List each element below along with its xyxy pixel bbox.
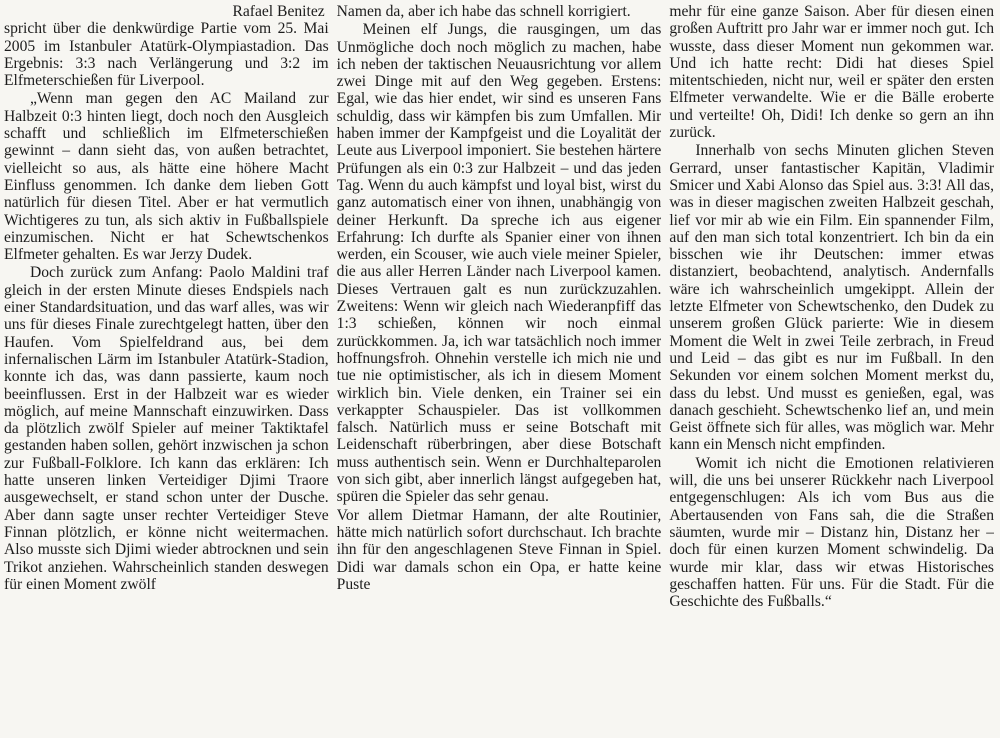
article-paragraph: Doch zurück zum Anfang: Paolo Maldini traf gleich in der ersten Minute dieses Endspiels nach einer Standardsituation, und das warf alles, was wir uns für dieses Finale zurechtgelegt hatten, über den Haufen. Vom Spielfeldrand aus, bei dem infernalischen Lärm im Istanbuler Atatürk-Stadion, konnte ich das, was dann passierte, kaum noch beeinflussen. Erst in der Halbzeit war es wieder möglich, auf meine Mannschaft einzuwirken. Dass da plötzlich zwölf Spieler auf meiner Taktiktafel gestanden haben sollen, gehört inzwischen ja schon zur Fußball-Folklore. Ich kann das erklären: Ich hatte unseren linken Verteidiger Djimi Traore ausgewechselt, er stand schon unter der Dusche. Aber dann sagte unser rechter Verteidiger Steve Finnan plötzlich, er könne nicht weitermachen. Also musste sich Djimi wieder abtrocknen und sein Trikot anziehen. Wahrscheinlich standen deswegen für einen Moment zwölf bbox=[4, 264, 329, 593]
article-paragraph: „Wenn man gegen den AC Mailand zur Halbzeit 0:3 hinten liegt, doch noch den Ausgleich schafft und schließlich im Elfmeterschießen gewinnt – dann sieht das, von außen betrachtet, vielleicht so aus, als hätte eine höhere Macht Einfluss genommen. Ich danke dem lieben Gott natürlich für diesen Titel. Aber er hat vermutlich Wichtigeres zu tun, als sich aktiv in Fußballspiele einzumischen. Nicht er hat Schewtschenkos Elfmeter gehalten. Es war Jerzy Dudek. bbox=[4, 90, 329, 264]
intro-paragraph: spricht über die denkwürdige Partie vom 25. Mai 2005 im Istanbuler Atatürk-Olympiastadion. Das Ergebnis: 3:3 nach Verlängerung und 3:2 im Elfmeterschießen für Liverpool. bbox=[4, 20, 329, 90]
article-paragraph: mehr für eine ganze Saison. Aber für diesen einen großen Auftritt pro Jahr war er immer noch gut. Ich wusste, dass dieser Moment nun gekommen war. Und ich hatte recht: Didi hat dieses Spiel mitentschieden, nicht nur, weil er später den ersten Elfmeter verwandelte. Wie er die Bälle eroberte und verteilte! Oh, Didi! Ich denke so gern an ihn zurück. bbox=[669, 3, 995, 142]
article-column-3 bbox=[669, 3, 994, 738]
article-column-2 bbox=[337, 3, 662, 738]
author-byline: Rafael Benitez bbox=[232, 3, 325, 20]
article-paragraph: Meinen elf Jungs, die rausgingen, um das Unmögliche doch noch möglich zu machen, habe ich neben der taktischen Neuausrichtung vor allem zwei Dinge mit auf den Weg gegeben. Erstens: Egal, wie das hier endet, wir sind es unseren Fans schuldig, dass wir kämpfen bis zum Umfallen. Mir haben immer der Kampfgeist und die Loyalität der Leute aus Liverpool imponiert. Sie bestehen härtere Prüfungen als ein 0:3 zur Halbzeit – und das jeden Tag. Wenn du auch kämpfst und loyal bist, wirst du ganz automatisch einer von ihnen, unabhängig von deiner Herkunft. Da spreche ich aus eigener Erfahrung: Ich durfte als Spanier einer von ihnen werden, ein Scouser, wie auch viele meiner Spieler, die aus aller Herren Länder nach Liverpool kamen. Dieses Vertrauen galt es nun zurückzuzahlen. Zweitens: Wenn wir gleich nach Wiederanpfiff das 1:3 schießen, können wir noch einmal zurückkommen. Ja, ich war tatsächlich noch immer hoffnungsfroh. Ohnehin verstelle ich mich nie und tue nie optimistischer, als ich in diesem Moment wirklich bin. Viele denken, ein Trainer sei ein verkappter Schauspieler. Das ist vollkommen falsch. Natürlich muss er seine Botschaft mit Leidenschaft rüberbringen, aber diese Botschaft muss authentisch sein. Wenn er Durchhalteparolen von sich gibt, aber innerlich längst aufgegeben hat, spüren die Spieler das sehr genau. bbox=[336, 21, 662, 506]
article-paragraph: Namen da, aber ich habe das schnell korrigiert. bbox=[336, 3, 631, 20]
article-column-1 bbox=[4, 3, 329, 738]
article-paragraph: Innerhalb von sechs Minuten glichen Steven Gerrard, unser fantastischer Kapitän, Vladimir Smicer und Xabi Alonso das Spiel aus. 3:3! All das, was in dieser magischen zweiten Halbzeit geschah, lief vor mir ab wie ein Film. Ein spannender Film, auf den man sich total konzentriert. Ich bin da ein bisschen wie ihr Deutschen: immer etwas distanziert, beobachtend, analytisch. Andernfalls wäre ich wahrscheinlich umgekippt. Allein der letzte Elfmeter von Schewtschenko, den Dudek zu unserem großen Glück parierte: Wie in diesem Moment die Welt in zwei Teile zerbrach, in Freud und Leid – das gibt es nur im Fußball. In den Sekunden vor einem solchen Moment merkst du, dass du lebst. Und musst es genießen, egal, was danach geschieht. Schewtschenko lief an, und mein Geist öffnete sich für alles, was möglich war. Mehr kann ein Mensch nicht empfinden. bbox=[669, 142, 995, 454]
article-paragraph: Womit ich nicht die Emotionen relativieren will, die uns bei unserer Rückkehr nach Liverpool entgegenschlugen: Als ich vom Bus aus die Abertausenden von Fans sah, die die Straßen säumten, wurde mir – Distanz hin, Distanz her – doch für einen kurzen Moment schwindelig. Da wurde mir klar, dass wir etwas Historisches geschaffen hatten. Für uns. Für die Stadt. Für die Geschichte des Fußballs.“ bbox=[669, 454, 995, 611]
article-paragraph: Vor allem Dietmar Hamann, der alte Routinier, hätte mich natürlich sofort durchschaut. Ich brachte ihn für den angeschlagenen Steve Finnan in Spiel. Didi war damals schon ein Opa, er hatte keine Puste bbox=[336, 506, 662, 593]
